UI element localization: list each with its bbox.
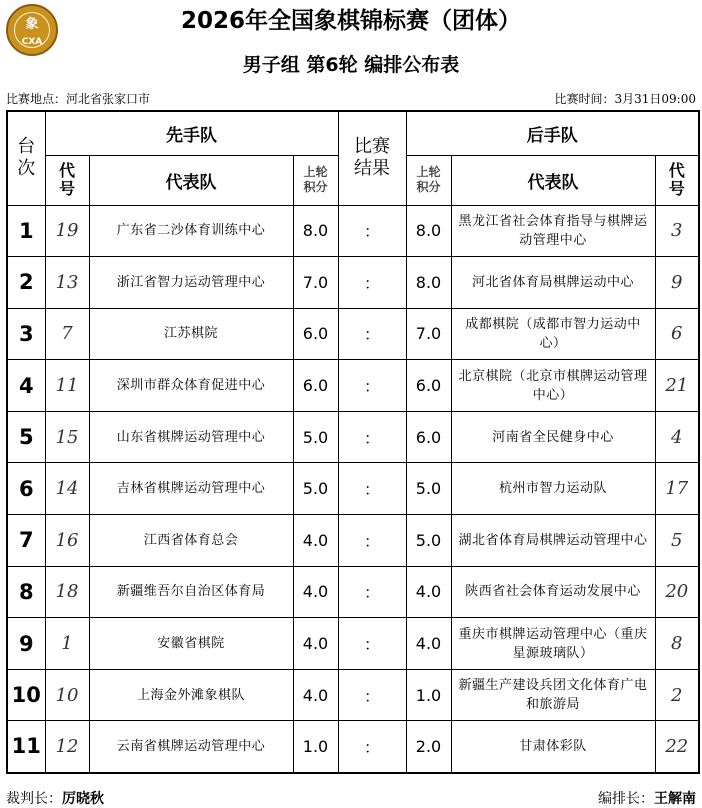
- match-result: ：: [338, 411, 406, 463]
- board-number: 4: [7, 360, 45, 412]
- second-team-code: 6: [655, 308, 699, 360]
- arranger-name: 王解南: [654, 791, 696, 807]
- second-team-code: 8: [655, 618, 699, 670]
- first-team-score: 4.0: [293, 515, 338, 567]
- header-first-team: 先手队: [45, 111, 338, 155]
- board-number: 7: [7, 515, 45, 567]
- match-result: ：: [338, 205, 406, 257]
- page-subtitle: 男子组 第6轮 编排公布表: [242, 54, 460, 76]
- board-number: 2: [7, 257, 45, 309]
- first-team-score: 4.0: [293, 618, 338, 670]
- board-number: 1: [7, 205, 45, 257]
- second-team-code: 20: [655, 566, 699, 618]
- header-result: [338, 111, 406, 205]
- time-text: 比赛时间：3月31日09:00: [554, 92, 696, 106]
- first-team-name: 山东省棋牌运动管理中心: [89, 411, 293, 463]
- first-team-code: 7: [45, 308, 89, 360]
- logo-abbr: CXA: [21, 37, 43, 47]
- page-title: 2026年全国象棋锦标赛（团体）: [180, 8, 521, 34]
- board-number: 6: [7, 463, 45, 515]
- first-team-name: 吉林省棋牌运动管理中心: [89, 463, 293, 515]
- arranger-label: 编排长：: [598, 791, 654, 807]
- header-first-code: [45, 155, 89, 205]
- second-team-name: 新疆生产建设兵团文化体育广电和旅游局: [451, 669, 655, 721]
- first-team-name: 江苏棋院: [89, 308, 293, 360]
- second-team-score: 2.0: [406, 721, 451, 773]
- second-team-name: 杭州市智力运动队: [451, 463, 655, 515]
- first-team-score: 7.0: [293, 257, 338, 309]
- arranger-line: [598, 788, 696, 808]
- referee-label: 裁判长：: [6, 791, 62, 807]
- table-row: [7, 463, 699, 515]
- first-team-name: 广东省二沙体育训练中心: [89, 205, 293, 257]
- board-number: 8: [7, 566, 45, 618]
- second-team-name: 甘肃体彩队: [451, 721, 655, 773]
- first-team-name: 安徽省棋院: [89, 618, 293, 670]
- second-team-name: 成都棋院（成都市智力运动中心）: [451, 308, 655, 360]
- venue-text: 比赛地点：河北省张家口市: [6, 92, 151, 106]
- header-second-team: 后手队: [406, 111, 699, 155]
- second-team-score: 6.0: [406, 360, 451, 412]
- first-team-score: 4.0: [293, 669, 338, 721]
- board-number: 9: [7, 618, 45, 670]
- first-team-score: 6.0: [293, 360, 338, 412]
- second-team-score: 6.0: [406, 411, 451, 463]
- header-second-teamname: 代表队: [451, 155, 655, 205]
- header-first-teamname: 代表队: [89, 155, 293, 205]
- first-team-name: 深圳市群众体育促进中心: [89, 360, 293, 412]
- match-result: ：: [338, 721, 406, 773]
- header-first-score: [293, 155, 338, 205]
- second-team-code: 9: [655, 257, 699, 309]
- board-number: 11: [7, 721, 45, 773]
- first-team-score: 6.0: [293, 308, 338, 360]
- first-team-name: 上海金外滩象棋队: [89, 669, 293, 721]
- first-team-name: 浙江省智力运动管理中心: [89, 257, 293, 309]
- table-row: [7, 257, 699, 309]
- second-team-score: 1.0: [406, 669, 451, 721]
- first-team-code: 11: [45, 360, 89, 412]
- referee-name: 厉晓秋: [62, 791, 104, 807]
- first-team-code: 18: [45, 566, 89, 618]
- second-team-code: 3: [655, 205, 699, 257]
- match-result: ：: [338, 463, 406, 515]
- table-row: [7, 618, 699, 670]
- second-team-score: 8.0: [406, 205, 451, 257]
- second-team-code: 21: [655, 360, 699, 412]
- logo-glyph: 象: [25, 17, 39, 32]
- second-team-name: 陕西省社会体育运动发展中心: [451, 566, 655, 618]
- second-team-code: 2: [655, 669, 699, 721]
- match-result: ：: [338, 257, 406, 309]
- first-team-score: 5.0: [293, 411, 338, 463]
- header-first-code-label: 代号: [58, 161, 75, 198]
- first-team-code: 10: [45, 669, 89, 721]
- header-second-score: [406, 155, 451, 205]
- header-second-code: [655, 155, 699, 205]
- match-result: ：: [338, 308, 406, 360]
- second-team-score: 5.0: [406, 463, 451, 515]
- pairing-table: [6, 110, 700, 774]
- second-team-name: 北京棋院（北京市棋牌运动管理中心）: [451, 360, 655, 412]
- second-team-score: 5.0: [406, 515, 451, 567]
- table-row: [7, 566, 699, 618]
- first-team-name: 云南省棋牌运动管理中心: [89, 721, 293, 773]
- header-board: [7, 111, 45, 205]
- header-second-code-label: 代号: [668, 161, 685, 198]
- second-team-score: 4.0: [406, 618, 451, 670]
- table-row: [7, 308, 699, 360]
- second-team-score: 8.0: [406, 257, 451, 309]
- header-board-label: 台次: [17, 136, 36, 180]
- table-row: [7, 411, 699, 463]
- first-team-score: 1.0: [293, 721, 338, 773]
- referee-line: [6, 788, 104, 808]
- table-row: [7, 205, 699, 257]
- table-row: [7, 360, 699, 412]
- second-team-code: 17: [655, 463, 699, 515]
- first-team-code: 14: [45, 463, 89, 515]
- table-row: [7, 669, 699, 721]
- match-result: ：: [338, 669, 406, 721]
- first-team-score: 4.0: [293, 566, 338, 618]
- first-team-score: 5.0: [293, 463, 338, 515]
- second-team-score: 4.0: [406, 566, 451, 618]
- first-team-score: 8.0: [293, 205, 338, 257]
- first-team-code: 12: [45, 721, 89, 773]
- header-result-label: 比赛结果: [354, 136, 391, 180]
- first-team-name: 新疆维吾尔自治区体育局: [89, 566, 293, 618]
- first-team-code: 13: [45, 257, 89, 309]
- first-team-code: 1: [45, 618, 89, 670]
- table-row: [7, 515, 699, 567]
- second-team-name: 重庆市棋牌运动管理中心（重庆星源玻璃队）: [451, 618, 655, 670]
- second-team-name: 河南省全民健身中心: [451, 411, 655, 463]
- header-first-score-label: 上轮积分: [303, 165, 328, 194]
- board-number: 5: [7, 411, 45, 463]
- second-team-code: 4: [655, 411, 699, 463]
- first-team-code: 19: [45, 205, 89, 257]
- first-team-code: 15: [45, 411, 89, 463]
- match-result: ：: [338, 618, 406, 670]
- second-team-score: 7.0: [406, 308, 451, 360]
- header-second-score-label: 上轮积分: [416, 165, 441, 194]
- first-team-code: 16: [45, 515, 89, 567]
- second-team-name: 河北省体育局棋牌运动中心: [451, 257, 655, 309]
- second-team-code: 5: [655, 515, 699, 567]
- match-result: ：: [338, 360, 406, 412]
- second-team-name: 湖北省体育局棋牌运动管理中心: [451, 515, 655, 567]
- second-team-code: 22: [655, 721, 699, 773]
- second-team-name: 黑龙江省社会体育指导与棋牌运动管理中心: [451, 205, 655, 257]
- board-number: 10: [7, 669, 45, 721]
- board-number: 3: [7, 308, 45, 360]
- match-result: ：: [338, 566, 406, 618]
- table-row: [7, 721, 699, 773]
- match-result: ：: [338, 515, 406, 567]
- first-team-name: 江西省体育总会: [89, 515, 293, 567]
